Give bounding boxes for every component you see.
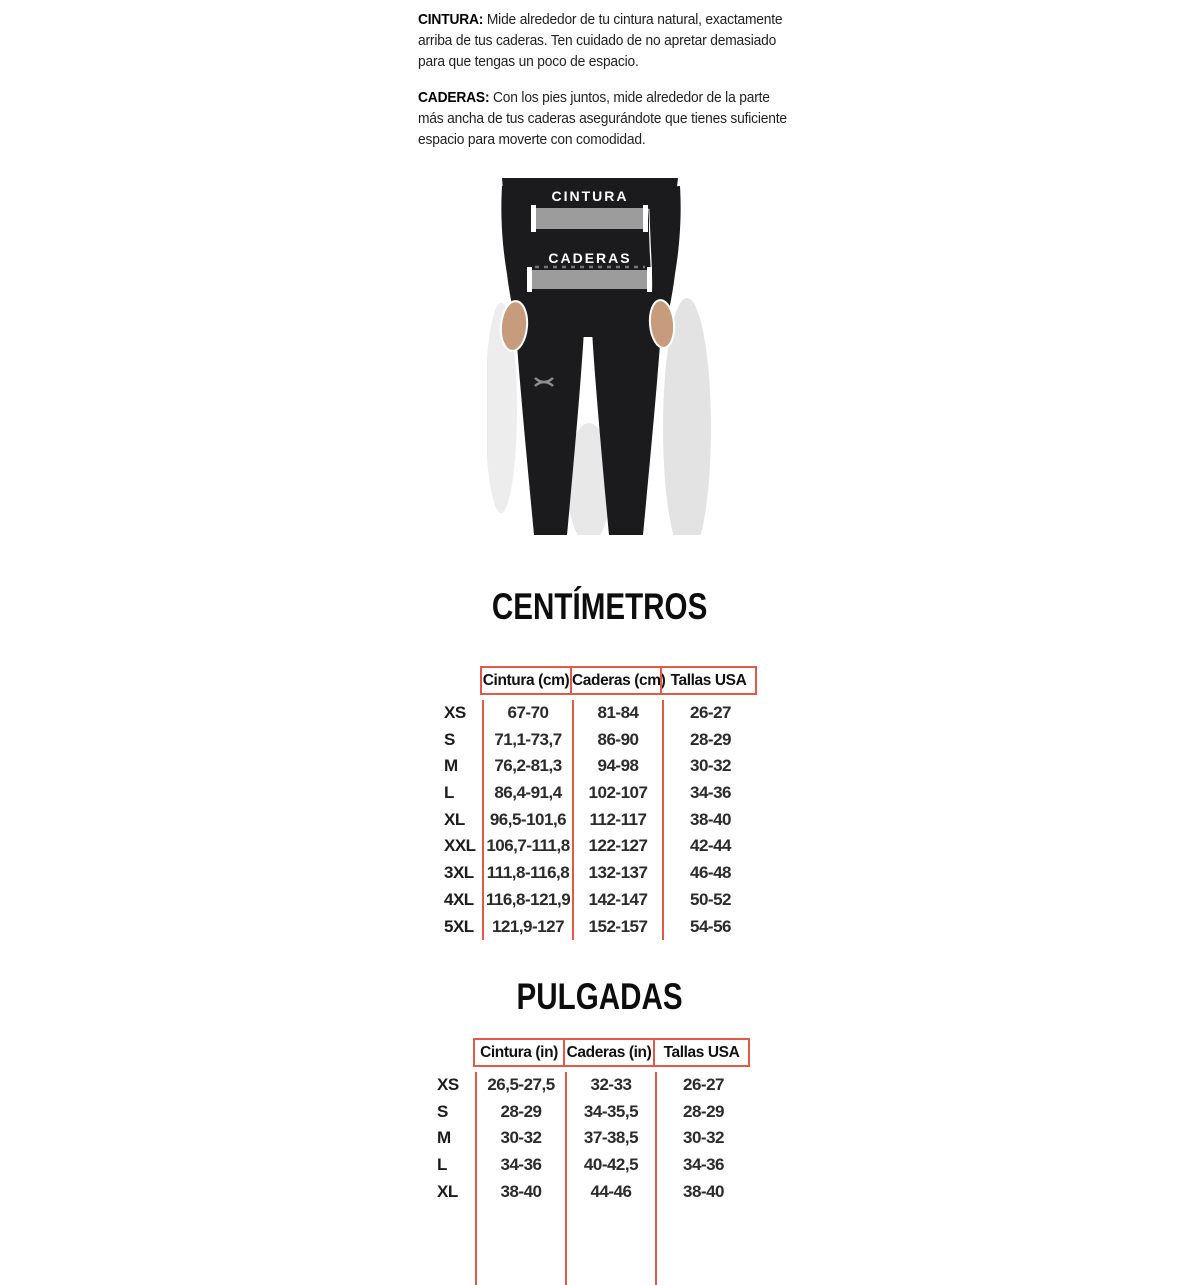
waist-range: 121,9-127 xyxy=(482,914,572,941)
usa-size-range: 46-48 xyxy=(662,860,757,887)
hips-range: 132-137 xyxy=(572,860,662,887)
usa-size-range: 30-32 xyxy=(662,753,757,780)
table-row xyxy=(440,727,757,754)
usa-size-range: 38-40 xyxy=(655,1179,750,1206)
hips-range: 40-42,5 xyxy=(565,1152,655,1179)
table-row xyxy=(440,780,757,807)
usa-size-range: 28-29 xyxy=(662,727,757,754)
waist-range: 28-29 xyxy=(475,1099,565,1126)
size-label: S xyxy=(444,729,455,749)
centimeters-title: CENTÍMETROS xyxy=(491,586,708,627)
waist-band-right-mark xyxy=(643,205,648,232)
size-label: L xyxy=(444,783,454,803)
hips-range: 44-46 xyxy=(565,1179,655,1206)
table-row xyxy=(433,1099,750,1126)
size-label: XL xyxy=(444,809,465,829)
table-row xyxy=(433,1179,750,1206)
hips-range: 102-107 xyxy=(572,780,662,807)
hips-range: 142-147 xyxy=(572,887,662,914)
table-row xyxy=(440,700,757,727)
table-row xyxy=(440,833,757,860)
column-header-waist-in: Cintura (in) xyxy=(480,1044,558,1061)
usa-size-range: 26-27 xyxy=(662,700,757,727)
waist-term: CINTURA: xyxy=(418,11,484,28)
centimeters-table-body xyxy=(440,700,757,940)
usa-size-range: 54-56 xyxy=(662,914,757,941)
size-label: XXL xyxy=(444,836,476,856)
hip-band-right-mark xyxy=(647,267,652,292)
hips-instruction xyxy=(418,87,790,150)
waist-band-left-mark xyxy=(531,205,536,232)
table-continuation-clipped xyxy=(433,1205,750,1285)
size-label: S xyxy=(437,1101,448,1121)
right-arm xyxy=(649,186,681,310)
table-row xyxy=(433,1125,750,1152)
size-label: L xyxy=(437,1155,447,1175)
waist-range: 71,1-73,7 xyxy=(482,727,572,754)
hips-range: 81-84 xyxy=(572,700,662,727)
size-label: 5XL xyxy=(444,916,474,936)
waist-instruction xyxy=(418,9,790,72)
column-header-sizes-usa: Tallas USA xyxy=(653,1040,748,1065)
waist-range: 76,2-81,3 xyxy=(482,753,572,780)
usa-size-range: 34-36 xyxy=(655,1152,750,1179)
hip-band-label: CADERAS xyxy=(548,250,632,266)
table-row xyxy=(440,914,757,941)
column-header-hips-cm: Caderas (cm) xyxy=(570,668,660,693)
usa-size-range: 34-36 xyxy=(662,780,757,807)
table-row xyxy=(433,1152,750,1179)
waist-range: 96,5-101,6 xyxy=(482,807,572,834)
usa-size-range: 26-27 xyxy=(655,1072,750,1099)
size-label: M xyxy=(444,756,458,776)
inches-table-header xyxy=(473,1038,750,1067)
size-label: 4XL xyxy=(444,889,474,909)
column-header-hips-in: Caderas (in) xyxy=(563,1040,653,1065)
hips-range: 112-117 xyxy=(572,807,662,834)
waist-text: Mide alrededor de tu cintura natural, exactamente arriba de tus caderas. Ten cuidado de no apretar demasiado para que tengas un poco de espacio. xyxy=(418,11,783,70)
waist-range: 67-70 xyxy=(482,700,572,727)
inches-table xyxy=(433,1038,750,1285)
waist-range: 38-40 xyxy=(475,1179,565,1206)
table-row xyxy=(433,1072,750,1099)
model-photo xyxy=(487,178,739,535)
hips-range: 32-33 xyxy=(565,1072,655,1099)
waist-range: 116,8-121,9 xyxy=(482,887,572,914)
waist-range: 86,4-91,4 xyxy=(482,780,572,807)
hips-text: Con los pies juntos, mide alrededor de la parte más ancha de tus caderas asegurándote que tienes suficiente espacio para moverte con comodidad. xyxy=(418,89,787,148)
size-label: XS xyxy=(437,1075,459,1094)
size-label: M xyxy=(437,1128,451,1148)
hips-term: CADERAS: xyxy=(418,89,490,106)
hips-range: 37-38,5 xyxy=(565,1125,655,1152)
waist-band xyxy=(535,208,645,229)
usa-size-range: 28-29 xyxy=(655,1099,750,1126)
table-row xyxy=(440,860,757,887)
usa-size-range: 38-40 xyxy=(662,807,757,834)
waist-range: 111,8-116,8 xyxy=(482,860,572,887)
waist-range: 30-32 xyxy=(475,1125,565,1152)
usa-size-range: 30-32 xyxy=(655,1125,750,1152)
centimeters-table xyxy=(440,666,757,940)
waist-band-label: CINTURA xyxy=(551,188,629,204)
inches-table-body xyxy=(433,1072,750,1205)
table-row xyxy=(440,887,757,914)
hips-range: 86-90 xyxy=(572,727,662,754)
table-row xyxy=(440,753,757,780)
table-row xyxy=(440,807,757,834)
size-label: 3XL xyxy=(444,863,474,883)
usa-size-range: 42-44 xyxy=(662,833,757,860)
column-header-waist-cm: Cintura (cm) xyxy=(482,672,570,689)
hips-range: 94-98 xyxy=(572,753,662,780)
hips-range: 122-127 xyxy=(572,833,662,860)
inches-title: PULGADAS xyxy=(516,976,683,1017)
hips-range: 152-157 xyxy=(572,914,662,941)
size-label: XL xyxy=(437,1181,458,1201)
waist-range: 34-36 xyxy=(475,1152,565,1179)
centimeters-table-header xyxy=(480,666,757,695)
hip-band-left-mark xyxy=(527,267,532,292)
column-header-sizes-usa: Tallas USA xyxy=(660,668,755,693)
waist-range: 26,5-27,5 xyxy=(475,1072,565,1099)
usa-size-range: 50-52 xyxy=(662,887,757,914)
size-label: XS xyxy=(444,703,466,722)
hips-range: 34-35,5 xyxy=(565,1099,655,1126)
model-silhouette xyxy=(487,178,739,535)
hip-band xyxy=(532,270,648,289)
waist-range: 106,7-111,8 xyxy=(482,833,572,860)
